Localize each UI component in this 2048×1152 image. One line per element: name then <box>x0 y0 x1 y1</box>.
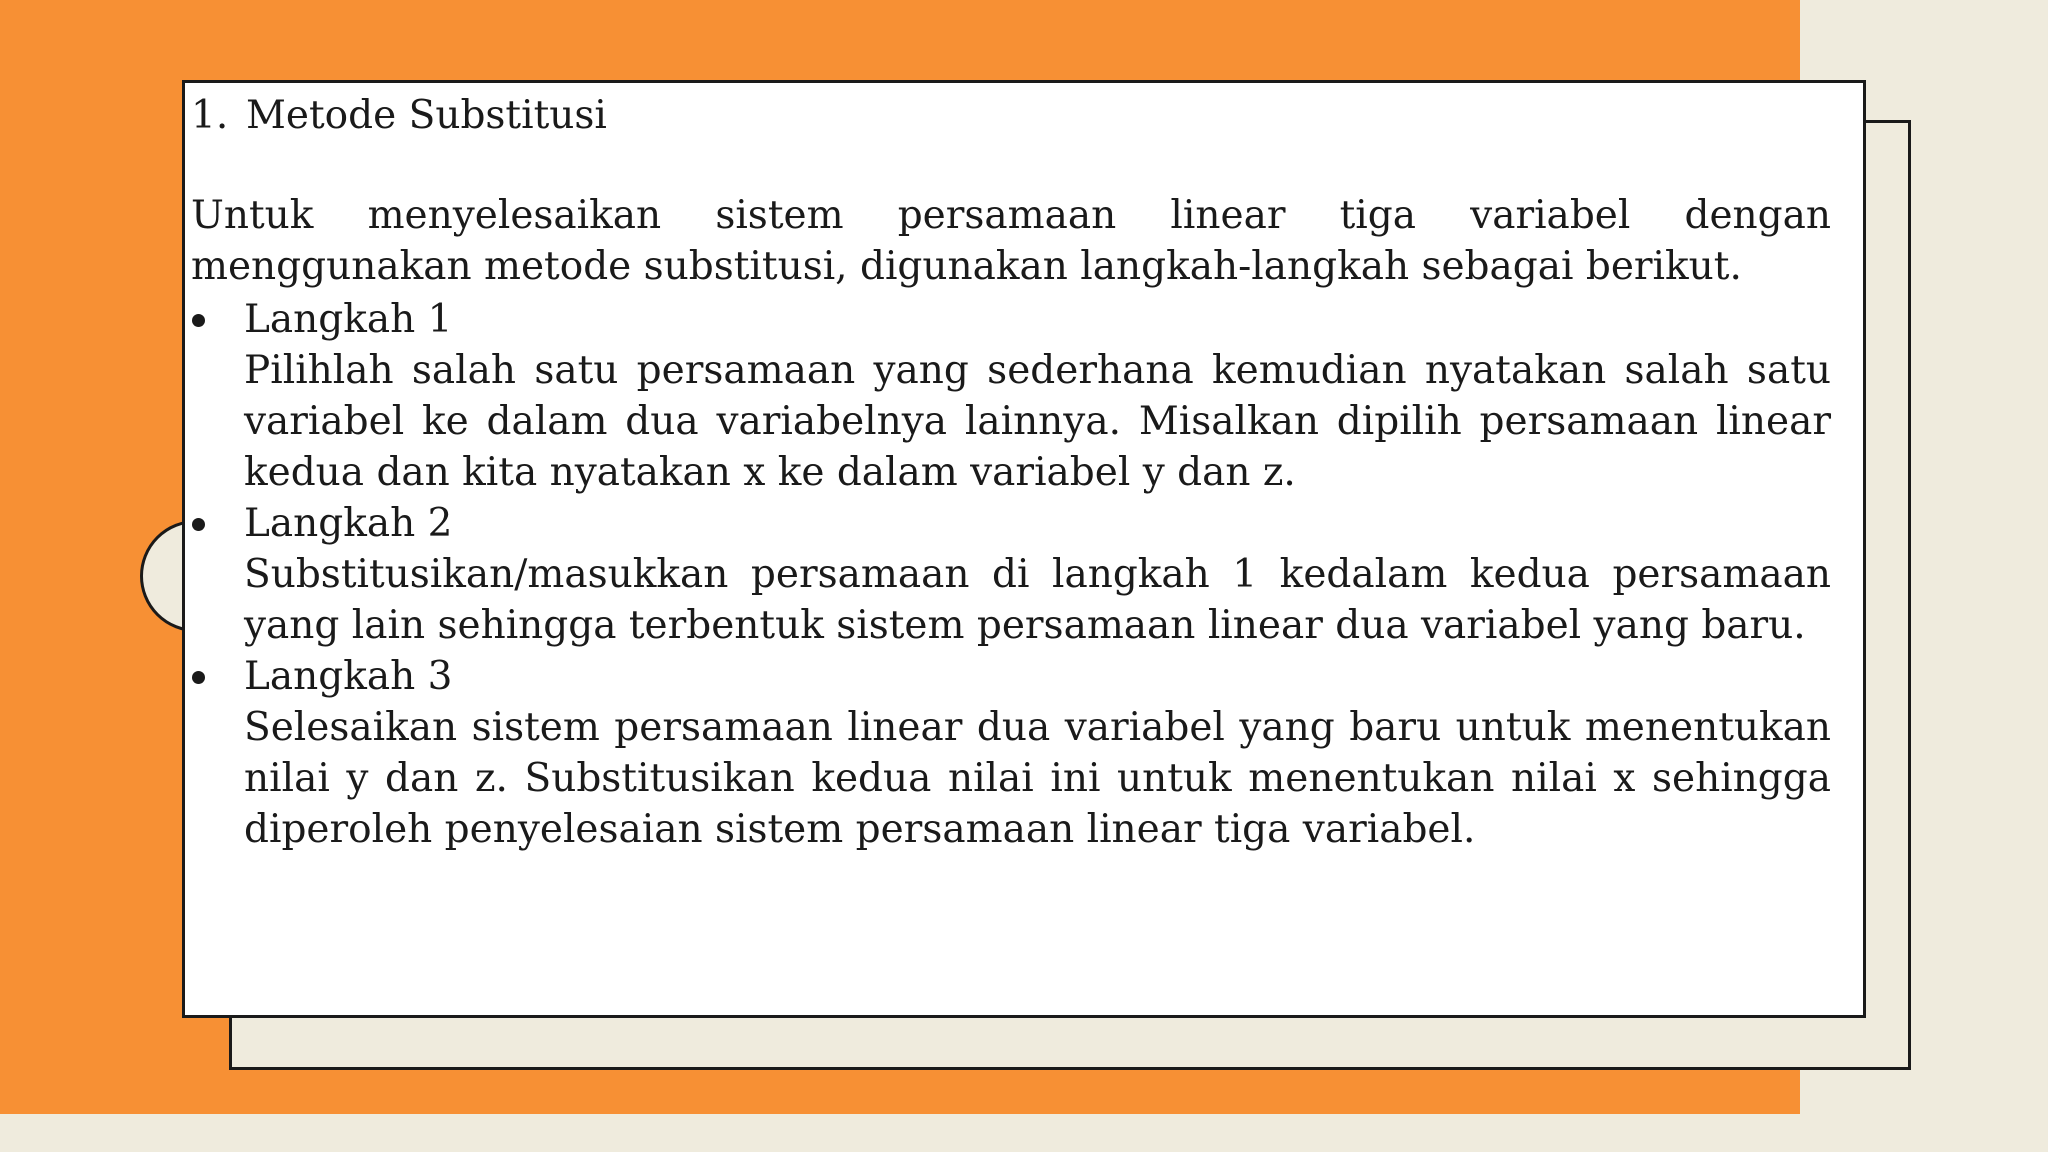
step-title: Langkah 2 <box>244 501 453 546</box>
bullet-icon <box>192 518 205 531</box>
document-image <box>186 84 1862 850</box>
step-body: Selesaikan sistem persamaan linear dua variabel yang baru untuk menentukan nilai y dan z. Substitusikan kedua nilai ini untuk menentukan nilai x sehingga diperoleh penyelesaian sistem persamaan linear tiga variabel. <box>244 705 1831 852</box>
list-item <box>191 294 1831 498</box>
section-title-text: Metode Substitusi <box>246 93 607 138</box>
bullet-icon <box>192 671 205 684</box>
bullet-icon <box>192 314 205 327</box>
section-number: 1. <box>191 93 229 138</box>
step-body: Substitusikan/masukkan persamaan di langkah 1 kedalam kedua persamaan yang lain sehingga terbentuk sistem persamaan linear dua variabel yang baru. <box>244 552 1831 648</box>
step-title: Langkah 1 <box>244 297 453 342</box>
step-body: Pilihlah salah satu persamaan yang sederhana kemudian nyatakan salah satu variabel ke dalam dua variabelnya lainnya. Misalkan dipilih persamaan linear kedua dan kita nyatakan x ke dalam variabel y dan z. <box>244 348 1831 495</box>
step-title: Langkah 3 <box>244 654 453 699</box>
section-title <box>191 90 607 141</box>
list-item <box>191 498 1831 651</box>
list-item <box>191 651 1831 855</box>
steps-list <box>191 294 1831 855</box>
intro-paragraph: Untuk menyelesaikan sistem persamaan linear tiga variabel dengan menggunakan metode substitusi, digunakan langkah-langkah sebagai berikut. <box>191 193 1831 289</box>
